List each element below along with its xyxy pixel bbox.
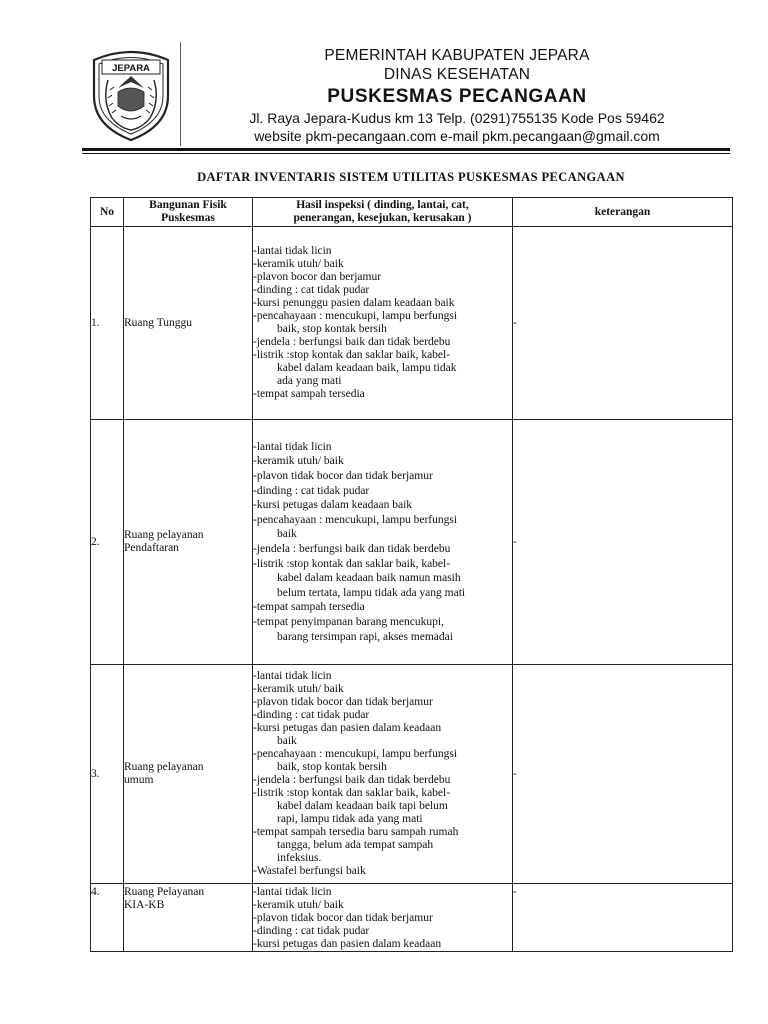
inspection-item-line: -lantai tidak licin — [253, 670, 332, 682]
inspection-item — [253, 886, 512, 899]
inspection-item — [253, 774, 512, 787]
department-name: DINAS KESEHATAN — [383, 66, 531, 83]
inspection-item — [253, 388, 512, 401]
row-number: 1. — [91, 227, 124, 420]
inspection-item — [253, 912, 512, 925]
inspection-item — [253, 557, 512, 601]
inspection-item-line: -tempat sampah tersedia baru sampah rumah — [253, 826, 459, 838]
inspection-item — [253, 899, 512, 912]
inspection-results — [253, 884, 513, 952]
notes-cell: - — [513, 884, 733, 952]
inspection-item-line: -pencahayaan : mencukupi, lampu berfungsi — [253, 310, 458, 322]
inspection-item-line: -pencahayaan : mencukupi, lampu berfungsi — [253, 513, 458, 526]
inspection-item-line: -tempat sampah tersedia — [253, 388, 365, 400]
inspection-item-line: belum tertata, lampu tidak ada yang mati — [277, 586, 466, 599]
room-name-line: Ruang pelayanan — [124, 761, 204, 773]
letterhead-text — [184, 46, 730, 145]
inspection-item-line: -pencahayaan : mencukupi, lampu berfungsi — [253, 748, 458, 760]
inspection-item-line: -dinding : cat tidak pudar — [253, 709, 370, 721]
inspection-item — [253, 469, 512, 484]
inspection-item — [253, 722, 512, 748]
inspection-item — [253, 245, 512, 258]
inspection-item-line: -jendela : berfungsi baik dan tidak berdebu — [253, 336, 451, 348]
inspection-item-line: -lantai tidak licin — [253, 245, 332, 257]
table-row — [91, 884, 733, 952]
inspection-item-line: baik — [277, 735, 297, 747]
inspection-list — [253, 886, 512, 951]
inspection-item-line: -tempat sampah tersedia — [253, 601, 365, 614]
inspection-list — [253, 245, 512, 401]
emblem-label: JEPARA — [112, 63, 150, 74]
room-name-line: Pendaftaran — [124, 542, 179, 554]
notes-cell: - — [513, 227, 733, 420]
inspection-item-line: -kursi petugas dalam keadaan baik — [253, 499, 413, 512]
inspection-item-line: -listrik :stop kontak dan saklar baik, kabel- — [253, 557, 451, 570]
inspection-item — [253, 349, 512, 388]
table-header-row — [91, 198, 733, 227]
inspection-item-line: -keramik utuh/ baik — [253, 258, 344, 270]
inspection-item-line: -jendela : berfungsi baik dan tidak berdebu — [253, 774, 451, 786]
inspection-item-line: -kursi petugas dan pasien dalam keadaan — [253, 938, 442, 950]
letterhead-divider — [180, 42, 181, 146]
contact-line: website pkm-pecangaan.com e-mail pkm.pecangaan@gmail.com — [254, 128, 660, 144]
inspection-item — [253, 440, 512, 455]
inspection-item-line: -kursi penunggu pasien dalam keadaan baik — [253, 297, 455, 309]
inspection-item-line: -dinding : cat tidak pudar — [253, 484, 370, 497]
inspection-item-line: -plavon bocor dan berjamur — [253, 271, 382, 283]
inspection-item-line: -plavon tidak bocor dan tidak berjamur — [253, 696, 433, 708]
inspection-item-line: baik, stop kontak bersih — [277, 323, 387, 335]
inspection-item — [253, 498, 512, 513]
institution-name: PUSKESMAS PECANGAAN — [327, 86, 587, 107]
inspection-item-line: kabel dalam keadaan baik tapi belum — [277, 800, 448, 812]
row-number: 2. — [91, 420, 124, 665]
inspection-item-line: -listrik :stop kontak dan saklar baik, kabel- — [253, 349, 451, 361]
inspection-item — [253, 865, 512, 878]
inspection-item — [253, 696, 512, 709]
inspection-item-line: kabel dalam keadaan baik namun masih — [277, 572, 461, 585]
inspection-item — [253, 542, 512, 557]
room-name-line: KIA-KB — [124, 899, 165, 911]
inspection-results — [253, 420, 513, 665]
room-name-line: umum — [124, 774, 154, 786]
inventory-table — [90, 197, 733, 952]
inspection-list — [253, 440, 512, 644]
header-notes: keterangan — [513, 198, 733, 227]
room-name-line: Ruang pelayanan — [124, 529, 204, 541]
header-building: Bangunan Fisik Puskesmas — [124, 198, 253, 227]
inspection-list — [253, 670, 512, 878]
inspection-item — [253, 258, 512, 271]
inspection-results — [253, 665, 513, 884]
table-row — [91, 420, 733, 665]
address-line: Jl. Raya Jepara-Kudus km 13 Telp. (0291)755135 Kode Pos 59462 — [249, 110, 665, 126]
letterhead-rule-thick — [82, 148, 730, 151]
inspection-item-line: tangga, belum ada tempat sampah — [277, 839, 434, 851]
inspection-item — [253, 748, 512, 774]
inspection-item-line: -plavon tidak bocor dan tidak berjamur — [253, 912, 433, 924]
inspection-item-line: kabel dalam keadaan baik, lampu tidak — [277, 362, 457, 374]
inspection-item — [253, 513, 512, 542]
inspection-item — [253, 938, 512, 951]
letterhead-rule-thin — [82, 153, 730, 154]
inspection-item — [253, 284, 512, 297]
notes-cell: - — [513, 420, 733, 665]
inspection-item-line: -lantai tidak licin — [253, 886, 332, 898]
inspection-item-line: -listrik :stop kontak dan saklar baik, kabel- — [253, 787, 451, 799]
row-number: 3. — [91, 665, 124, 884]
table-row — [91, 665, 733, 884]
inspection-item-line: baik, stop kontak bersih — [277, 761, 387, 773]
inspection-item-line: ada yang mati — [277, 375, 342, 387]
table-row — [91, 227, 733, 420]
room-name-line: Ruang Pelayanan — [124, 886, 205, 898]
inspection-item-line: -plavon tidak bocor dan tidak berjamur — [253, 470, 433, 483]
room-name-line: Ruang Tunggu — [124, 316, 193, 329]
row-number: 4. — [91, 884, 124, 952]
inspection-item — [253, 271, 512, 284]
inspection-item — [253, 454, 512, 469]
document-title: DAFTAR INVENTARIS SISTEM UTILITAS PUSKESMAS PECANGAAN — [197, 170, 625, 184]
room-name — [124, 420, 253, 665]
header-no: No — [91, 198, 124, 227]
inspection-item — [253, 310, 512, 336]
room-name — [124, 227, 253, 420]
inspection-item — [253, 615, 512, 644]
inspection-item-line: -keramik utuh/ baik — [253, 683, 344, 695]
inspection-item-line: barang tersimpan rapi, akses memadai — [277, 630, 453, 643]
inspection-item-line: -dinding : cat tidak pudar — [253, 284, 370, 296]
inspection-item-line: -jendela : berfungsi baik dan tidak berdebu — [253, 543, 451, 555]
inspection-item-line: infeksius. — [277, 852, 322, 864]
inspection-item — [253, 925, 512, 938]
inspection-results — [253, 227, 513, 420]
inspection-item-line: -keramik utuh/ baik — [253, 455, 344, 468]
inspection-item-line: -Wastafel berfungsi baik — [253, 865, 366, 877]
room-name — [124, 665, 253, 884]
room-name — [124, 884, 253, 952]
table-body — [91, 227, 733, 952]
inspection-item-line: -kursi petugas dan pasien dalam keadaan — [253, 722, 442, 734]
letterhead — [88, 40, 730, 150]
notes-cell: - — [513, 665, 733, 884]
inspection-item-line: baik — [277, 528, 297, 541]
inspection-item-line: -dinding : cat tidak pudar — [253, 925, 370, 937]
inspection-item — [253, 600, 512, 615]
inspection-item — [253, 683, 512, 696]
inspection-item — [253, 484, 512, 499]
inspection-item-line: -keramik utuh/ baik — [253, 899, 344, 911]
inspection-item — [253, 826, 512, 865]
inspection-item-line: -lantai tidak licin — [253, 440, 332, 453]
inspection-item — [253, 787, 512, 826]
inspection-item — [253, 336, 512, 349]
inspection-item-line: -tempat penyimpanan barang mencukupi, — [253, 615, 444, 628]
inspection-item — [253, 297, 512, 310]
government-name: PEMERINTAH KABUPATEN JEPARA — [324, 47, 590, 64]
header-inspection: Hasil inspeksi ( dinding, lantai, cat, penerangan, kesejukan, kerusakan ) — [253, 198, 513, 227]
jepara-regency-emblem-icon — [88, 46, 174, 142]
inspection-item-line: rapi, lampu tidak ada yang mati — [277, 813, 423, 825]
inspection-item — [253, 670, 512, 683]
inspection-item — [253, 709, 512, 722]
